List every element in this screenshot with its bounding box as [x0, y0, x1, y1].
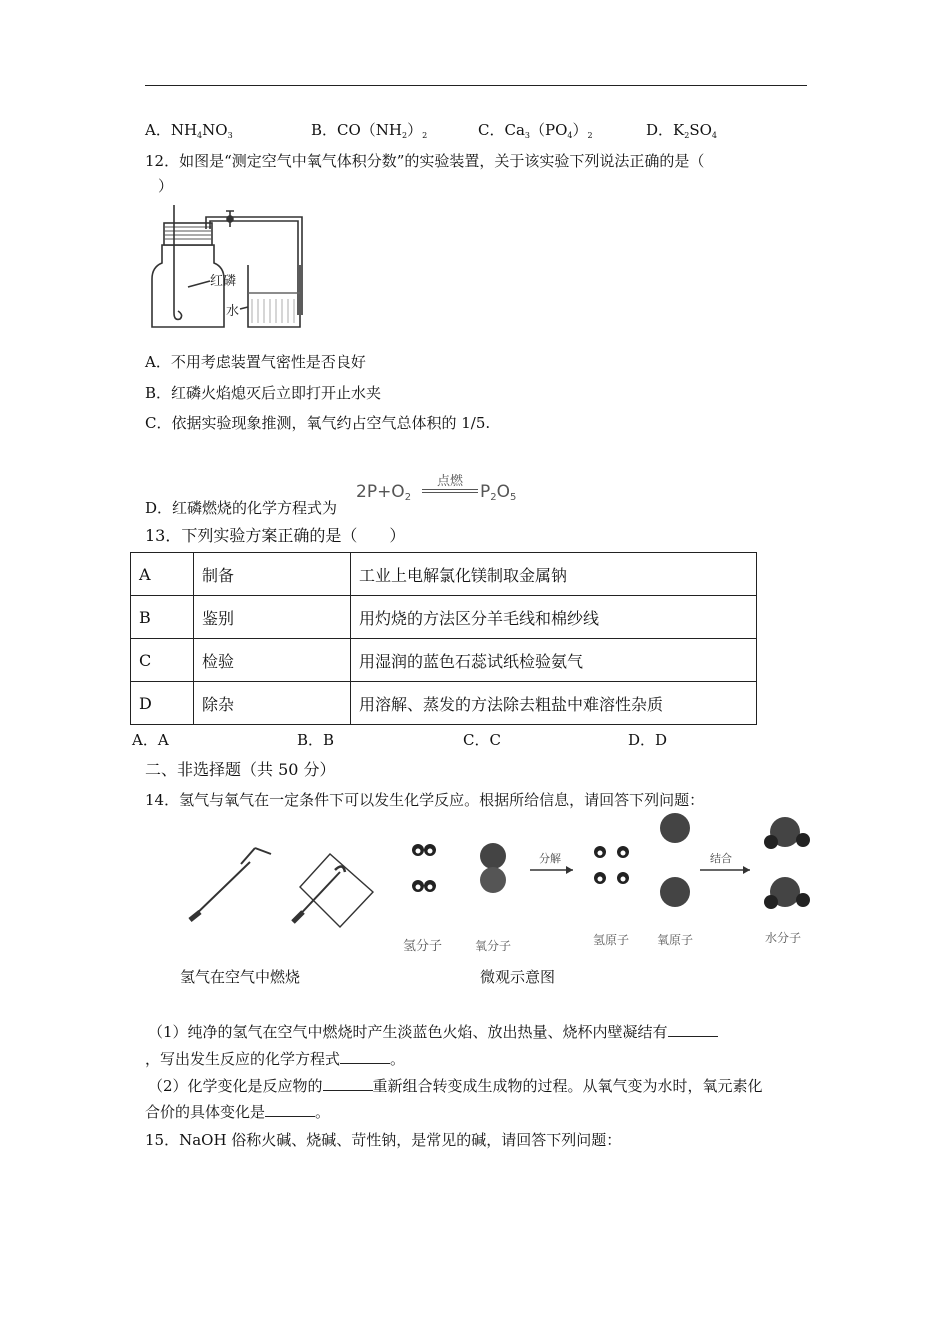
oxygen-apparatus-figure: [140, 195, 310, 335]
q12-option-c: C．依据实验现象推测，氧气约占空气总体积的 1/5.: [145, 414, 491, 432]
q12-option-a: A．不用考虑装置气密性是否良好: [145, 353, 366, 371]
q12-stem: 12．如图是“测定空气中氧气体积分数”的实验装置，关于该实验下列说法正确的是（: [145, 152, 705, 170]
option-a: A．$NH_4NO_3$: [145, 121, 233, 140]
q12-stem-end: ）: [158, 177, 174, 195]
header-rule: [145, 85, 807, 86]
q13-table: [130, 552, 757, 725]
caption-combine: 结合: [710, 852, 732, 865]
q14-part2-line1: （2）化学变化是反应物的 重新组合转变成生成物的过程。从氧气变为水时，氧元素化: [148, 1077, 763, 1095]
caption-decompose: 分解: [539, 852, 561, 865]
q13-stem: 13．下列实验方案正确的是（ ）: [145, 526, 406, 545]
label-phosphorus: 红磷: [210, 274, 237, 289]
option-b: B．$CO(NH_2)_2$: [311, 121, 428, 140]
q14-part1-line2: ，写出发生反应的化学方程式 。: [145, 1050, 406, 1068]
option-c: C．$Ca_3(PO_4)_2$: [478, 121, 593, 140]
q14-stem: 14．氢气与氧气在一定条件下可以发生化学反应。根据所给信息，请回答下列问题：: [145, 791, 705, 809]
hydrogen-combustion-figure: [175, 812, 825, 962]
q14-part2-line2: 合价的具体变化是 。: [145, 1103, 331, 1121]
caption-h2: 氢分子: [403, 939, 443, 954]
answer-blank[interactable]: [323, 1076, 373, 1091]
answer-blank[interactable]: [668, 1022, 718, 1037]
q13-answer-c: C．C: [463, 731, 501, 749]
q12-option-d: D．红磷燃烧的化学方程式为: [145, 499, 338, 517]
q13-answer-a: A．A: [132, 731, 169, 749]
table-row: B 鉴别 用灼烧的方法区分羊毛线和棉纱线: [131, 596, 757, 639]
q13-answer-d: D．D: [628, 731, 668, 749]
table-row: A 制备 工业上电解氯化镁制取金属钠: [131, 553, 757, 596]
caption-o-atom: 氧原子: [657, 933, 694, 947]
label-water: 水: [226, 304, 240, 319]
caption-h-atom: 氢原子: [593, 933, 630, 947]
phosphorus-combustion-equation: $2P+O_2$ 点燃 $P_2O_5$: [356, 474, 517, 503]
q13-answer-b: B．B: [297, 731, 335, 749]
section-heading: 二、非选择题（共 50 分）: [145, 760, 336, 779]
caption-o2: 氧分子: [475, 939, 512, 953]
q14-part1-line1: （1）纯净的氢气在空气中燃烧时产生淡蓝色火焰、放出热量、烧杯内壁凝结有: [148, 1022, 718, 1042]
table-row: C 检验 用湿润的蓝色石蕊试纸检验氨气: [131, 639, 757, 682]
caption-left: 氢气在空气中燃烧: [180, 968, 301, 986]
caption-right: 微观示意图: [480, 968, 556, 986]
option-d: D．$K_2SO_4$: [646, 121, 717, 140]
q15-stem: 15．NaOH 俗称火碱、烧碱、苛性钠，是常见的碱，请回答下列问题：: [145, 1131, 622, 1149]
caption-water: 水分子: [765, 931, 802, 945]
answer-blank[interactable]: [265, 1102, 315, 1117]
table-row: D 除杂 用溶解、蒸发的方法除去粗盐中难溶性杂质: [131, 682, 757, 725]
q12-option-b: B．红磷火焰熄灭后立即打开止水夹: [145, 384, 382, 402]
answer-blank[interactable]: [340, 1049, 390, 1064]
